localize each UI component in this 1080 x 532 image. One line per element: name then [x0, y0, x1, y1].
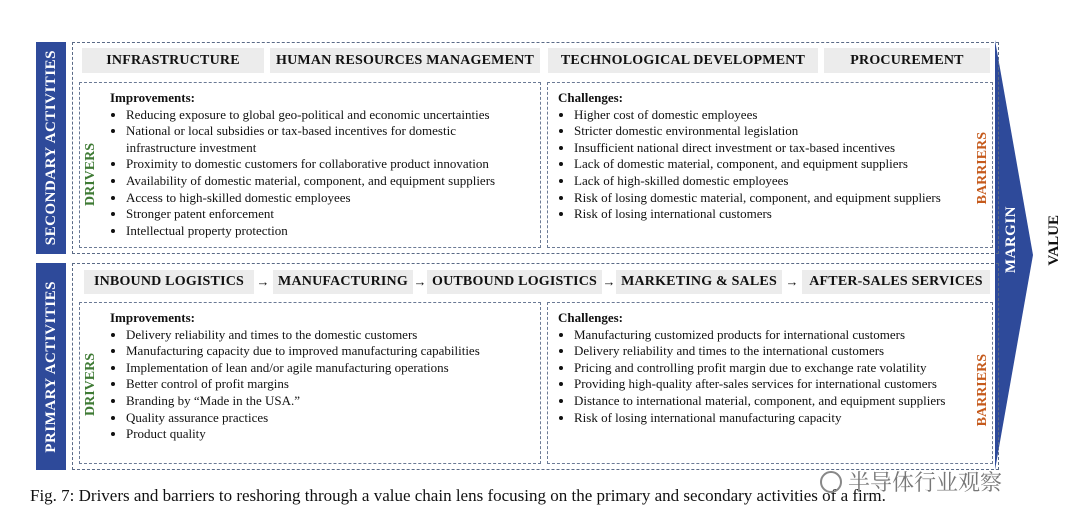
list-item: • Better control of profit margins [126, 376, 530, 393]
barriers-label: BARRIERS [975, 131, 990, 205]
secondary-drivers-title: Improvements: [110, 90, 195, 105]
list-item: • Stronger patent enforcement [126, 206, 530, 223]
list-item: • Product quality [126, 426, 530, 443]
figure-caption: Fig. 7: Drivers and barriers to reshoring through a value chain lens focusing on the primary and secondary activities of a firm. [30, 486, 886, 505]
list-item: • Intellectual property protection [126, 223, 530, 240]
secondary-activities-bar [36, 42, 66, 254]
header-human-resources: HUMAN RESOURCES MANAGEMENT [270, 48, 540, 73]
drivers-label: DRIVERS [83, 353, 98, 417]
header-after-sales: AFTER-SALES SERVICES [802, 270, 990, 294]
drivers-label: DRIVERS [83, 143, 98, 207]
list-item [126, 123, 530, 156]
list-item-continuation: infrastructure investment [126, 139, 257, 155]
watermark-icon [820, 471, 842, 493]
secondary-barriers-title: Challenges: [558, 90, 623, 105]
list-item: • Branding by “Made in the USA.” [126, 393, 530, 410]
secondary-barriers-box [547, 82, 993, 248]
primary-activities-label: PRIMARY ACTIVITIES [42, 280, 59, 453]
list-item: • Proximity to domestic customers for collaborative product innovation [126, 156, 530, 173]
primary-barriers-side [972, 340, 994, 440]
secondary-barriers-list [558, 107, 982, 223]
watermark-text: 半导体行业观察 [848, 471, 1003, 496]
header-infrastructure: INFRASTRUCTURE [82, 48, 264, 73]
secondary-drivers-side [80, 130, 102, 220]
list-item: • Lack of domestic material, component, and equipment suppliers [574, 156, 982, 173]
arrow-icon: → [413, 274, 427, 289]
secondary-activities-label: SECONDARY ACTIVITIES [42, 50, 59, 246]
list-item: • Delivery reliability and times to the international customers [574, 343, 982, 360]
primary-barriers-title: Challenges: [558, 310, 623, 325]
secondary-barriers-side [972, 118, 994, 218]
arrow-icon: → [256, 274, 270, 289]
list-item: • Reducing exposure to global geo-political and economic uncertainties [126, 107, 530, 124]
list-item: • Higher cost of domestic employees [574, 107, 982, 124]
list-item: • Lack of high-skilled domestic employees [574, 173, 982, 190]
list-item: • Manufacturing customized products for international customers [574, 327, 982, 344]
list-item: • Risk of losing international manufacturing capacity [574, 410, 982, 427]
list-item: • Pricing and controlling profit margin due to exchange rate volatility [574, 360, 982, 377]
header-inbound-logistics: INBOUND LOGISTICS [84, 270, 254, 294]
list-item: • Stricter domestic environmental legislation [574, 123, 982, 140]
primary-drivers-box [79, 302, 541, 464]
header-procurement: PROCUREMENT [824, 48, 990, 73]
header-manufacturing: MANUFACTURING [273, 270, 413, 294]
header-tech-development: TECHNOLOGICAL DEVELOPMENT [548, 48, 818, 73]
primary-drivers-side [80, 340, 102, 430]
list-item: • Providing high-quality after-sales services for international customers [574, 376, 982, 393]
list-item: • Quality assurance practices [126, 410, 530, 427]
arrow-icon: → [785, 274, 799, 289]
primary-barriers-list [558, 327, 982, 427]
value-label: VALUE [1045, 214, 1062, 266]
header-marketing-sales: MARKETING & SALES [616, 270, 782, 294]
list-item: • Insufficient national direct investment or tax-based incentives [574, 140, 982, 157]
barriers-label: BARRIERS [975, 353, 990, 427]
list-item: • Manufacturing capacity due to improved manufacturing capabilities [126, 343, 530, 360]
secondary-drivers-box [79, 82, 541, 248]
primary-barriers-box [547, 302, 993, 464]
primary-drivers-title: Improvements: [110, 310, 195, 325]
list-item: • Delivery reliability and times to the domestic customers [126, 327, 530, 344]
primary-drivers-list [110, 327, 530, 443]
list-item: • Distance to international material, component, and equipment suppliers [574, 393, 982, 410]
margin-label: MARGIN [1002, 206, 1019, 274]
arrow-icon: → [602, 274, 616, 289]
list-item: • Access to high-skilled domestic employees [126, 190, 530, 207]
header-outbound-logistics: OUTBOUND LOGISTICS [427, 270, 602, 294]
list-item-text: National or local subsidies or tax-based incentives for domestic [126, 123, 456, 139]
watermark [820, 466, 1002, 497]
list-item: • Risk of losing domestic material, component, and equipment suppliers [574, 190, 982, 207]
margin-label-wrap [1001, 190, 1021, 290]
primary-activities-bar [36, 263, 66, 470]
list-item: • Risk of losing international customers [574, 206, 982, 223]
list-item: • Implementation of lean and/or agile manufacturing operations [126, 360, 530, 377]
value-label-wrap [1040, 190, 1068, 290]
list-item: • Availability of domestic material, component, and equipment suppliers [126, 173, 530, 190]
secondary-drivers-list [110, 107, 530, 240]
